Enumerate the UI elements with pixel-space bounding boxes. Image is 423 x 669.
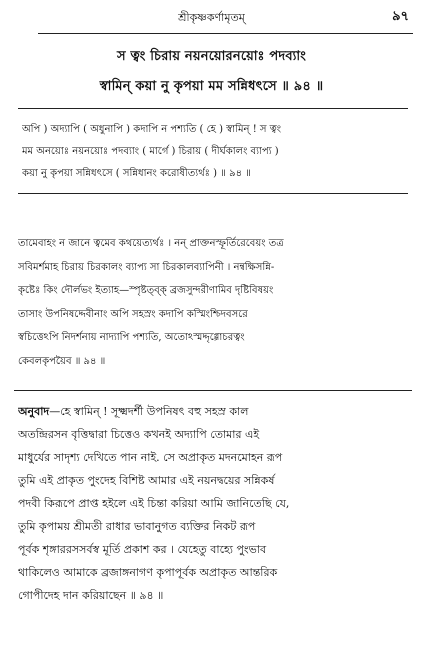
commentary-line: স্বচিত্তেঽপি নিদর্শনায় নাদ্যাপি পশ্যতি, অতোঽস্মদ্দৃগ্গোচরত্বং — [18, 332, 245, 343]
commentary-line: সবিমর্শমাহ চিরায় চিরকালং ব্যাপ্য সা চিরকালব্যাপিনী । নন্বক্ষিসন্নি- — [18, 261, 275, 273]
translation-line: পদবী কিরূপে প্রাপ্ত হইলে এই চিন্তা করিয়া আমি জানিতেছি যে, — [18, 497, 290, 510]
section-divider — [14, 390, 412, 391]
translation-block — [18, 400, 410, 607]
commentary-line: তাসাং উপনিষদ্দেবীনাং অপি সহস্রং কদাপি কস্মিংশ্চিদবসরে — [18, 308, 248, 320]
commentary-line: কৃষ্টেঃ কিং দৌর্লভং ইত্যাহ—স্পৃষ্টত্ব্ক্ ব্রজসুন্দরীণামিব দৃষ্টিবিষয়ং — [18, 285, 274, 296]
commentary-line: কেবলকৃপয়ৈব ॥ ৯৪ ॥ — [18, 355, 106, 367]
translation-line — [18, 400, 410, 423]
translation-line: তুমি এই প্রাকৃত পুংদেহ বিশিষ্ট আমার এই নয়নদ্বয়ের সন্নিকর্ষ — [18, 474, 275, 487]
translation-line: অতন্দ্রিরসন বৃত্তিদ্বারা চিত্তেও কখনই অদ্যাপি তোমার এই — [18, 428, 260, 441]
translation-line: গোপীদেহ দান করিয়াছেন ॥ ৯৪ ॥ — [18, 589, 164, 602]
anvaya-block — [18, 108, 408, 194]
anvaya-line: কয়া নু কৃপয়া সন্নিধৎসে ( সন্নিধানং করোষীত্যর্থঃ ) ॥ ৯৪ ॥ — [22, 168, 251, 179]
translation-label: অনুবাদ — [18, 405, 50, 418]
verse-line: স্বামিন্ কয়া নু কৃপয়া মম সন্নিধৎসে ॥ ৯৪ ॥ — [99, 79, 324, 94]
translation-line: পূর্বক শৃঙ্গাররসসর্বস্ব মূর্তি প্রকাশ কর । যেহেতু বাহ্যে পুংভাব — [18, 543, 267, 556]
commentary-line: তামেবাহং ন জানে ত্বমেব কথয়েত্যর্থঃ । নন্ প্রাক্তনস্ফূর্তিরেবেয়ং তত্র — [18, 238, 284, 249]
verse-line: স ত্বং চিরায় নয়নয়োরনয়োঃ পদব্যাং — [117, 49, 306, 64]
commentary-block — [18, 232, 408, 373]
anvaya-line: মম অনয়োঃ নয়নয়োঃ পদব্যাং ( মার্গে ) চিরায় ( দীর্ঘকালং ব্যাপ্য ) — [22, 146, 279, 157]
verse — [0, 42, 423, 102]
running-title: শ্রীকৃষ্ণকর্ণামৃতম্ — [178, 11, 245, 24]
translation-line: মাধুর্যের সাদৃশ্য দেখিতে পান নাই. সে অপ্রাকৃত মদনমোহন রূপ — [18, 451, 283, 464]
header-rule — [38, 33, 413, 34]
translation-line: থাকিলেও আমাকে ব্রজাঙ্গনাগণ কৃপাপূর্বক অপ্রাকৃত আন্তরিক — [18, 566, 278, 579]
page-header — [0, 6, 423, 28]
page-number: ৯৭ — [392, 9, 409, 24]
anvaya-line: অপি ) অদ্যাপি ( অধুনাপি ) কদাপি ন পশ্যতি ( হে ) স্বামিন্ ! স ত্বং — [22, 124, 282, 135]
translation-line: তুমি কৃপাময় শ্রীমতী রাধার ভাবানুগত ব্যক্তির নিকট রূপ — [18, 520, 256, 533]
translation-line-text: —হে স্বামিন্ ! সূক্ষ্মদর্শী উপনিষৎ বহু সহস্র কাল — [49, 405, 249, 418]
